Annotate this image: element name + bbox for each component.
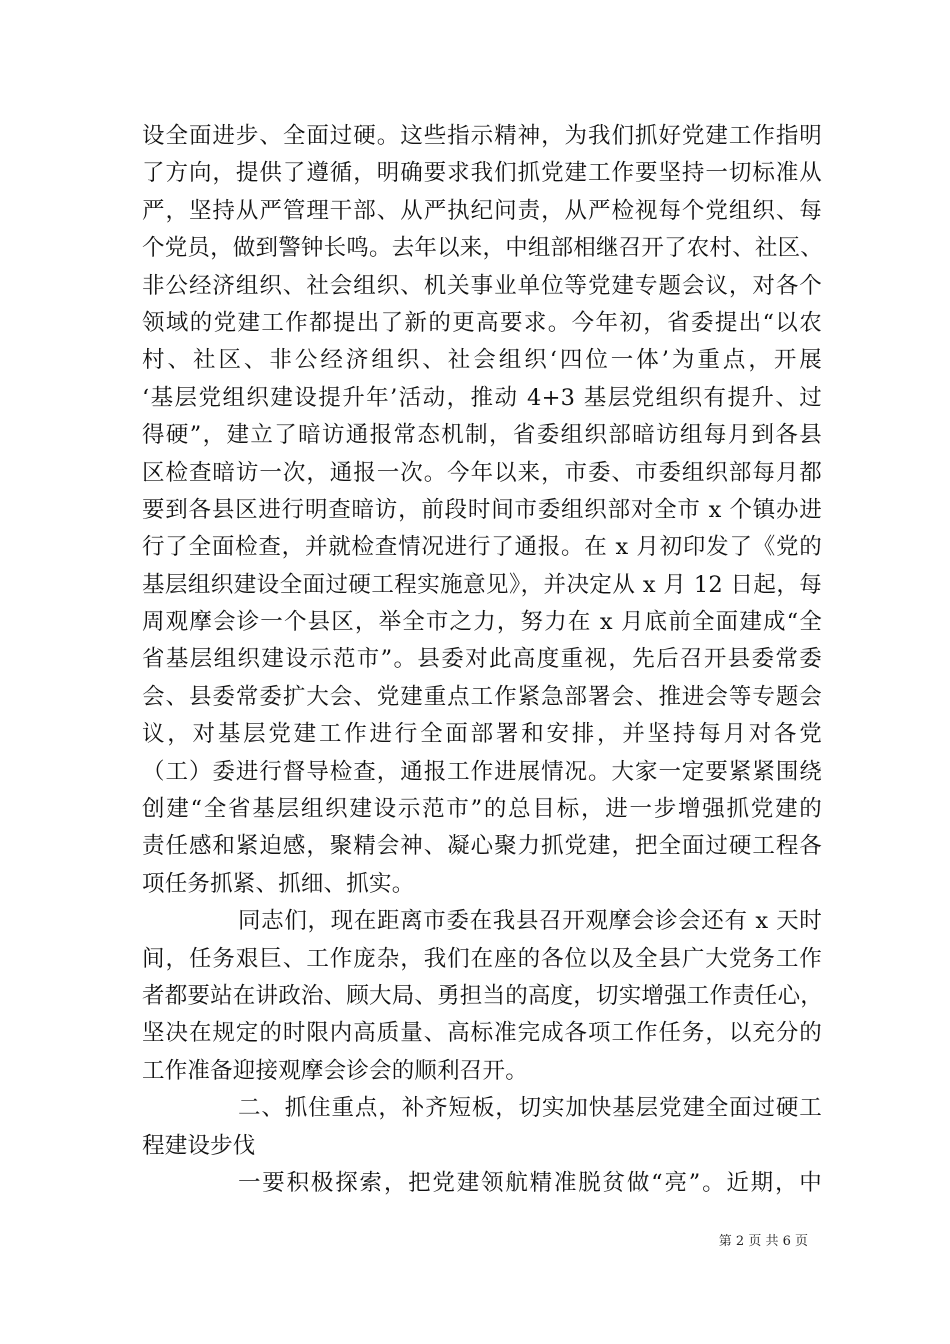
text-line: （工）委进行督导检查，通报工作进展情况。大家一定要紧紧围绕 [142, 758, 822, 785]
text-line: 者都要站在讲政治、顾大局、勇担当的高度，切实增强工作责任心， [142, 982, 824, 1009]
text-line: 区检查暗访一次，通报一次。今年以来，市委、市委组织部每月都 [142, 459, 822, 486]
text-line: 设全面进步、全面过硬。这些指示精神，为我们抓好党建工作指明 [142, 123, 822, 149]
text-line: 创建“全省基层组织建设示范市”的总目标，进一步增强抓党建的 [142, 796, 822, 823]
paragraph-start-line: 一要积极探索，把党建领航精准脱贫做“亮”。近期，中 [238, 1169, 822, 1196]
text-line: 严，坚持从严管理干部、从严执纪问责，从严检视每个党组织、每 [142, 197, 822, 224]
page-number: 第 2 页 共 6 页 [718, 1234, 808, 1249]
text-line: 村、社区、非公经济组织、社会组织‘四位一体’为重点，开展 [142, 347, 822, 374]
text-line: 非公经济组织、社会组织、机关事业单位等党建专题会议，对各个 [142, 272, 822, 299]
text-line: 省基层组织建设示范市”。县委对此高度重视，先后召开县委常委 [142, 646, 822, 673]
section-heading-line: 二、抓住重点，补齐短板，切实加快基层党建全面过硬工 [238, 1095, 822, 1122]
text-line: 工作准备迎接观摩会诊会的顺利召开。 [142, 1057, 528, 1084]
section-heading-line: 程建设步伐 [142, 1132, 256, 1159]
text-line: 周观摩会诊一个县区，举全市之力，努力在 x 月底前全面建成“全 [142, 609, 822, 636]
text-line: 间，任务艰巨、工作庞杂，我们在座的各位以及全县广大党务工作 [142, 945, 822, 972]
text-line: 行了全面检查，并就检查情况进行了通报。在 x 月初印发了《党的 [142, 534, 822, 561]
body-text [142, 118, 822, 1202]
text-line: 要到各县区进行明查暗访，前段时间市委组织部对全市 x 个镇办进 [142, 496, 822, 523]
text-line: 了方向，提供了遵循，明确要求我们抓党建工作要坚持一切标准从 [142, 160, 822, 187]
text-line: 责任感和紧迫感，聚精会神、凝心聚力抓党建，把全面过硬工程各 [142, 833, 822, 860]
text-line: 议，对基层党建工作进行全面部署和安排，并坚持每月对各党 [142, 721, 822, 748]
text-line: 坚决在规定的时限内高质量、高标准完成各项工作任务，以充分的 [142, 1020, 822, 1047]
text-line: 领域的党建工作都提出了新的更高要求。今年初，省委提出“以农 [142, 309, 822, 336]
text-line: 会、县委常委扩大会、党建重点工作紧急部署会、推进会等专题会 [142, 683, 822, 710]
text-line: 得硬”，建立了暗访通报常态机制，省委组织部暗访组每月到各县 [142, 422, 822, 449]
paragraph-start-line: 同志们，现在距离市委在我县召开观摩会诊会还有 x 天时 [238, 908, 822, 935]
text-line: 项任务抓紧、抓细、抓实。 [142, 870, 415, 897]
text-line: ‘基层党组织建设提升年’活动，推动 4+3 基层党组织有提升、过 [142, 384, 822, 411]
text-line: 个党员，做到警钟长鸣。去年以来，中组部相继召开了农村、社区、 [142, 235, 824, 262]
text-line: 基层组织建设全面过硬工程实施意见》，并决定从 x 月 12 日起，每 [142, 571, 822, 598]
